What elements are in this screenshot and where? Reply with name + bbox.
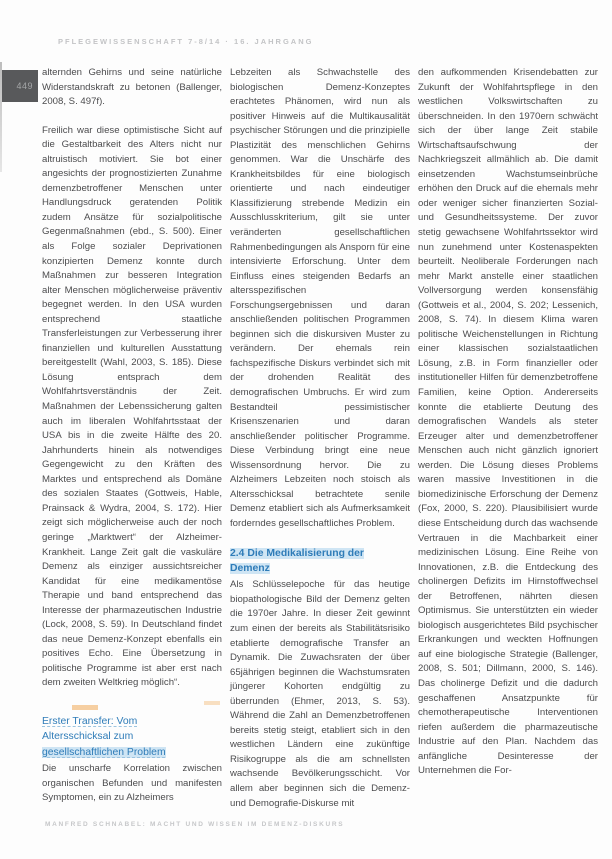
paragraph-body: Die unscharfe Korrelation zwischen organischen Befunden und manifesten Symptomen, ein zu Alzheimers [42, 763, 222, 804]
paragraph-carryover: alternden Gehirns und seine natürliche Widerstandskraft zu betonen (Ballenger, 2008, S. 497f). [42, 67, 222, 108]
heading-line: Altersschicksal zum [42, 731, 134, 743]
column-2 [230, 66, 410, 811]
paragraph-body: Lebzeiten als Schwachstelle des biologischen Demenz-Konzeptes erachtetes Phänomen, wird nun als positiver Hinweis auf die Multikausalität psychischer Störungen und die prinzipielle Plastizität des menschlichen Gehirns genommen. War die Unschärfe des Krankheitsbildes für eine biologisch orientierte und nach eindeutiger Klassifizierung strebende Medizin ein Ausschlusskriterium, gilt sie unter veränderten gesellschaftlichen Rahmenbedingungen als Ansporn für eine intensivierte Erforschung. Unter dem Einfluss eines steigenden Bedarfs an altersspezifischen Forschungsergebnissen und daran anschließenden politischen Programmen beginnen sich die diskursiven Muster zu verändern. Der ehemals rein fachspezifische Diskurs verbindet sich mit der drohenden Realität des demografischen Umbruchs. Er wird zum Bestandteil pessimistischer Krisenszenarien und daran anschließender politischer Programme. Diese Verbindung bringt eine neue Wissensordnung hervor. Die zu Alzheimers Lebzeiten noch stoisch als Altersschicksal betrachtete senile Demenz etabliert sich als Aufmerksamkeit forderndes gesellschaftliches Problem. [230, 67, 410, 529]
heading-highlight: gesellschaftlichen Problem [42, 746, 166, 758]
text-columns [42, 66, 598, 811]
paragraph-body: den aufkommenden Krisendebatten zur Zukunft der Wohlfahrtspflege in den westlichen Volkswirtschaften zu überschneiden. In den 1970ern schwächt sich der über lange Zeit stabile Wirtschaftsaufschwung der Nachkriegszeit allmählich ab. Die damit einsetzenden Wachstumseinbrüche erhöhen den Druck auf die ehemals mehr oder weniger sicher finanzierten Sozial- und Gesundheitssysteme. Der zuvor stetig gewachsene Wohlfahrtssektor wird nun zunehmend unter Kostenaspekten beurteilt. Neoliberale Forderungen nach mehr Markt anstelle einer staatlichen Vollversorgung werden konsensfähig (Gottweis et al., 2004, S. 202; Lessenich, 2008, S. 74). In diesem Klima waren politische Weichenstellungen in Richtung einer klassischen sozialstaatlichen Lösung, z.B. in Form finanzieller oder institutioneller Hilfen für demenzbetroffene Familien, keine Option. Andererseits konnte die etablierte Deutung des demografischen Wandels als steter Erzeuger alter und demenzbetroffener Menschen auch nicht gänzlich ignoriert werden. Die Lösung dieses Problems waren massive Investitionen in die biomedizinische Erforschung der Demenz (Fox, 2000, S. 220). Plausibilisiert wurde diese Entscheidung durch das wachsende Vertrauen in die Machbarkeit einer medizinischen Lösung. Eine Reihe von Innovationen, z.B. die Entdeckung des cholinergen Defizits im Hirnstoffwechsel der Betroffenen, nährten diesen Optimismus. Sie unterstützten ein wieder biologisch ausgerichtetes Bild psychischer Erkrankungen und weckten Hoffnungen auf eine biologische Strategie (Ballenger, 2008, S. 501; Dillmann, 2000, S. 146). Das cholinerge Defizit und die dadurch geschaffenen Ansatzpunkte für chemotherapeutische Interventionen riefen außerdem die pharmazeutische Industrie auf den Plan. Nachdem das anfängliche Desinteresse der Unternehmen die For- [418, 67, 598, 777]
section-heading-erster-transfer [42, 714, 222, 760]
annotation-highlight-mark [72, 705, 98, 710]
paragraph-body: Als Schlüsselepoche für das heutige biopathologische Bild der Demenz gelten die 1970er Jahre. In dieser Zeit gewinnt zum einen der bereits als Stabilitätsrisiko etablierte demografische Transfer an Dynamik. Die Zuwachsraten der über 65jährigen beginnen die Wachstumsraten jüngerer Kohorten endgültig zu überrunden (Ehmer, 2013, S. 53). Während die Zahl an Demenzbetroffenen bereits stetig steigt, etabliert sich in den westlichen Ländern eine zukünftige Risikogruppe als die am schnellsten wachsende Bevölkerungsschicht. Vor allem aber beginnen sich die Demenz- und Demografie-Diskurse mit [230, 579, 410, 809]
heading-highlight: Demenz [230, 562, 270, 574]
footer-running-title: MANFRED SCHNABEL: MACHT UND WISSEN IM DEMENZ-DISKURS [45, 821, 345, 828]
column-3 [418, 66, 598, 811]
heading-highlight: 2.4 Die Medikalisierung der [230, 547, 364, 559]
heading-line [230, 561, 410, 576]
page-number-badge: 449 [2, 70, 38, 102]
heading-line: Erster Transfer: Vom [42, 715, 138, 727]
column-1 [42, 66, 222, 811]
annotation-highlight-mark-small [204, 701, 220, 705]
heading-line [230, 546, 410, 561]
paragraph-body: Freilich war diese optimistische Sicht auf die Gestaltbarkeit des Alters nicht nur altruistisch motiviert. Sie bot einer angesichts der prognostizierten Zunahme demenzbetroffener Menschen unter Handlungsdruck geratenden Politik zudem Ansätze für sozialpolitische Gegenmaßnahmen (ebd., S. 500). Einer als Folge sozialer Deprivationen konzipierten Demenz konnte durch Maßnahmen zur besseren Integration alter Menschen möglicherweise präventiv begegnet werden. In den USA wurden entsprechend staatliche Transferleistungen zur Verbesserung ihrer finanziellen und kulturellen Ausstattung bereitgestellt (Wahl, 2003, S. 185). Diese Lösung entsprach dem Wohlfahrtsverständnis der Zeit. Maßnahmen der Lebenssicherung galten auch im liberalen Wohlfahrtsstaat der USA bis in die zweite Hälfte des 20. Jahrhunderts hinein als notwendiges Gegengewicht zu den Kräften des Marktes und entsprechend als Domäne des sozialen Staates (Gottweis, Hable, Prainsack & Wydra, 2004, S. 172). Hier zeigt sich möglicherweise auch der noch geringe „Marktwert“ der Alzheimer-Krankheit. Lange Zeit galt die vaskuläre Demenz als einziger aussichtsreicher Kandidat für eine medikamentöse Therapie und band entsprechend das Interesse der pharmazeutischen Industrie (Lock, 2008, S. 59). In Deutschland findet das neue Demenz-Konzept ebenfalls ein positives Echo. Eine Übersetzung in politische Programme ist aber erst nach dem zweiten Weltkrieg möglich“. [42, 124, 222, 689]
heading-line [42, 745, 222, 760]
section-heading-medikalisierung [230, 546, 410, 577]
journal-header: PFLEGEWISSENSCHAFT 7-8/14 · 16. JAHRGANG [58, 37, 314, 46]
